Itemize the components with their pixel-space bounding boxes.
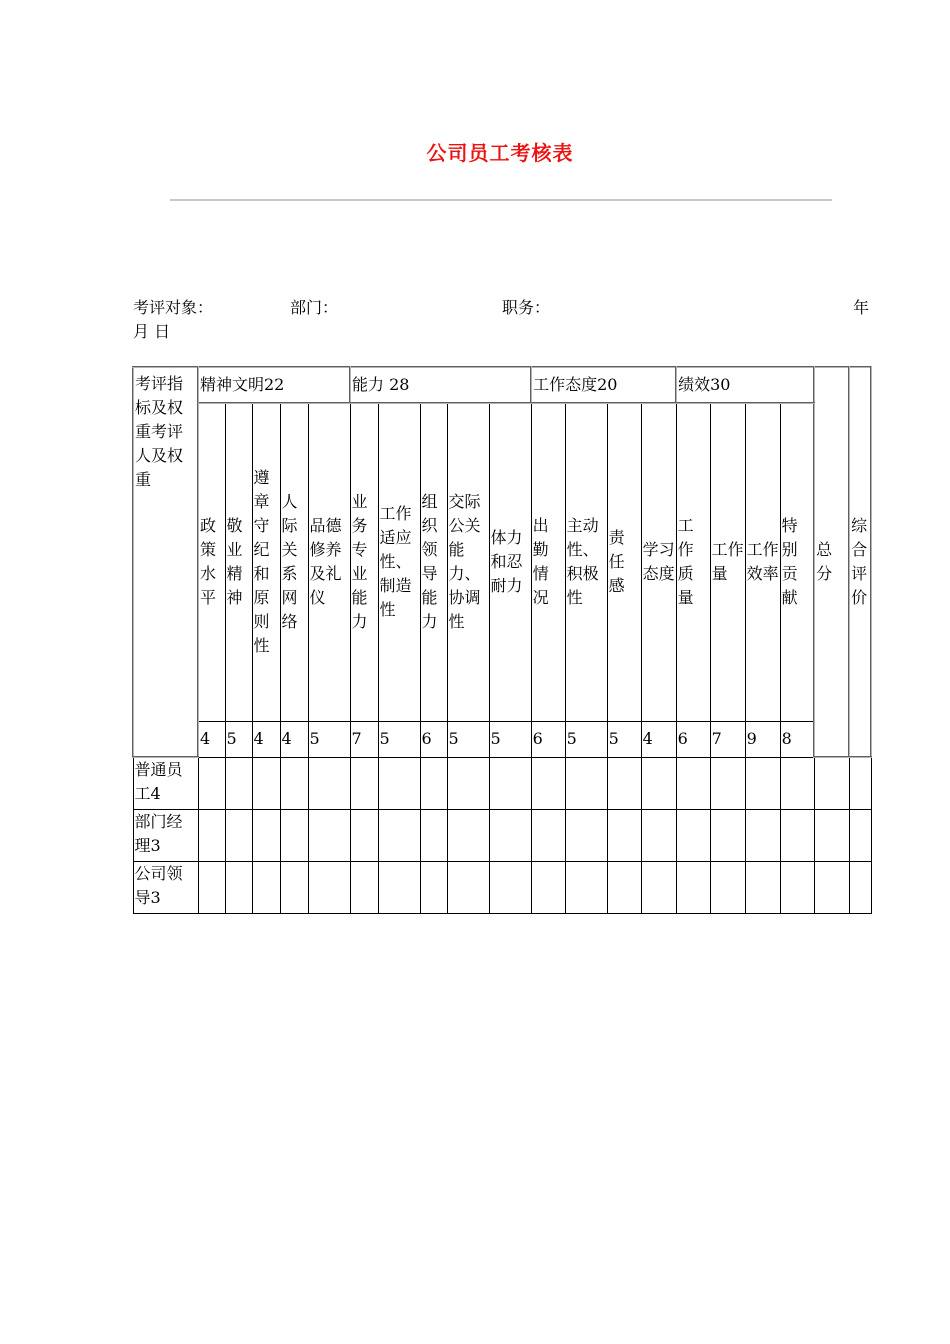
subject-label: 考评对象： — [133, 298, 214, 317]
score-cell — [308, 809, 350, 861]
score-cell — [252, 809, 280, 861]
score-cell — [676, 757, 710, 809]
item-weight: 6 — [676, 721, 710, 757]
score-cell — [378, 861, 420, 913]
score-cell — [710, 809, 745, 861]
score-cell — [780, 809, 814, 861]
total-cell — [814, 809, 849, 861]
score-cell — [350, 757, 378, 809]
item-header: 组织领导能力 — [420, 403, 447, 721]
item-header: 品德修养及礼仪 — [308, 403, 350, 721]
score-cell — [531, 861, 565, 913]
overall-cell — [849, 809, 871, 861]
item-header: 特别贡献 — [780, 403, 814, 721]
score-cell — [565, 757, 607, 809]
score-cell — [350, 861, 378, 913]
evaluation-table — [132, 366, 872, 914]
table-row — [133, 809, 871, 861]
meta-line — [133, 296, 869, 344]
item-header: 责任感 — [607, 403, 641, 721]
position-label: 职务： — [502, 298, 551, 317]
item-weight: 4 — [252, 721, 280, 757]
group-header-spirit: 精神文明22 — [198, 367, 350, 403]
score-cell — [308, 757, 350, 809]
overall-cell — [849, 861, 871, 913]
item-weight: 5 — [308, 721, 350, 757]
score-cell — [198, 809, 225, 861]
score-cell — [745, 757, 780, 809]
item-weight: 5 — [607, 721, 641, 757]
item-header: 遵章守纪和原则性 — [252, 403, 280, 721]
item-header: 敬业精神 — [225, 403, 252, 721]
score-cell — [641, 861, 676, 913]
item-weight: 5 — [378, 721, 420, 757]
score-cell — [198, 757, 225, 809]
score-cell — [565, 809, 607, 861]
item-header: 学习态度 — [641, 403, 676, 721]
score-cell — [489, 757, 531, 809]
corner-header: 考评指标及权重考评人及权重 — [133, 367, 198, 757]
score-cell — [676, 809, 710, 861]
score-cell — [607, 809, 641, 861]
item-weight: 4 — [198, 721, 225, 757]
score-cell — [565, 861, 607, 913]
score-cell — [745, 809, 780, 861]
score-cell — [308, 861, 350, 913]
score-cell — [780, 861, 814, 913]
score-cell — [641, 809, 676, 861]
total-cell — [814, 757, 849, 809]
score-cell — [780, 757, 814, 809]
item-weight: 4 — [280, 721, 308, 757]
score-cell — [489, 861, 531, 913]
overall-evaluation-header: 综合评价 — [849, 367, 871, 757]
score-cell — [745, 861, 780, 913]
item-header: 出勤情况 — [531, 403, 565, 721]
score-cell — [198, 861, 225, 913]
score-cell — [350, 809, 378, 861]
score-cell — [420, 757, 447, 809]
score-cell — [607, 757, 641, 809]
item-weight: 5 — [565, 721, 607, 757]
score-cell — [641, 757, 676, 809]
group-header-ability: 能力 28 — [350, 367, 531, 403]
item-weight: 5 — [447, 721, 489, 757]
item-header: 交际公关能力、协调性 — [447, 403, 489, 721]
item-weight: 5 — [225, 721, 252, 757]
score-cell — [280, 861, 308, 913]
score-cell — [252, 861, 280, 913]
score-cell — [489, 809, 531, 861]
score-cell — [225, 809, 252, 861]
score-cell — [378, 757, 420, 809]
score-cell — [225, 861, 252, 913]
score-cell — [447, 757, 489, 809]
item-header: 主动性、积极性 — [565, 403, 607, 721]
group-header-performance: 绩效30 — [676, 367, 814, 403]
item-weight: 9 — [745, 721, 780, 757]
score-cell — [447, 809, 489, 861]
item-weight: 4 — [641, 721, 676, 757]
overall-cell — [849, 757, 871, 809]
item-weight: 6 — [420, 721, 447, 757]
total-score-header: 总分 — [814, 367, 849, 757]
item-header: 政策水平 — [198, 403, 225, 721]
score-cell — [280, 757, 308, 809]
evaluator-label: 公司领导3 — [133, 861, 198, 913]
item-weight: 7 — [350, 721, 378, 757]
score-cell — [531, 757, 565, 809]
score-cell — [225, 757, 252, 809]
department-label: 部门： — [290, 298, 339, 317]
score-cell — [280, 809, 308, 861]
item-header: 工作量 — [710, 403, 745, 721]
group-header-attitude: 工作态度20 — [531, 367, 676, 403]
total-cell — [814, 861, 849, 913]
score-cell — [420, 861, 447, 913]
score-cell — [531, 809, 565, 861]
score-cell — [252, 757, 280, 809]
item-weight: 5 — [489, 721, 531, 757]
score-cell — [420, 809, 447, 861]
score-cell — [607, 861, 641, 913]
score-cell — [710, 861, 745, 913]
evaluator-label: 部门经理3 — [133, 809, 198, 861]
item-header: 体力和忍耐力 — [489, 403, 531, 721]
score-cell — [710, 757, 745, 809]
item-header: 人际关系网络 — [280, 403, 308, 721]
item-header: 工作质量 — [676, 403, 710, 721]
item-weight: 6 — [531, 721, 565, 757]
score-cell — [447, 861, 489, 913]
month-day-label: 月 日 — [133, 322, 171, 341]
title-divider — [170, 199, 832, 201]
document-title: 公司员工考核表 — [426, 141, 574, 165]
table-row — [133, 861, 871, 913]
item-weight: 7 — [710, 721, 745, 757]
score-cell — [378, 809, 420, 861]
year-label: 年 — [852, 298, 869, 317]
item-header: 工作适应性、制造性 — [378, 403, 420, 721]
item-header: 工作效率 — [745, 403, 780, 721]
item-header: 业务专业能力 — [350, 403, 378, 721]
evaluator-label: 普通员工4 — [133, 757, 198, 809]
table-row — [133, 757, 871, 809]
score-cell — [676, 861, 710, 913]
item-weight: 8 — [780, 721, 814, 757]
